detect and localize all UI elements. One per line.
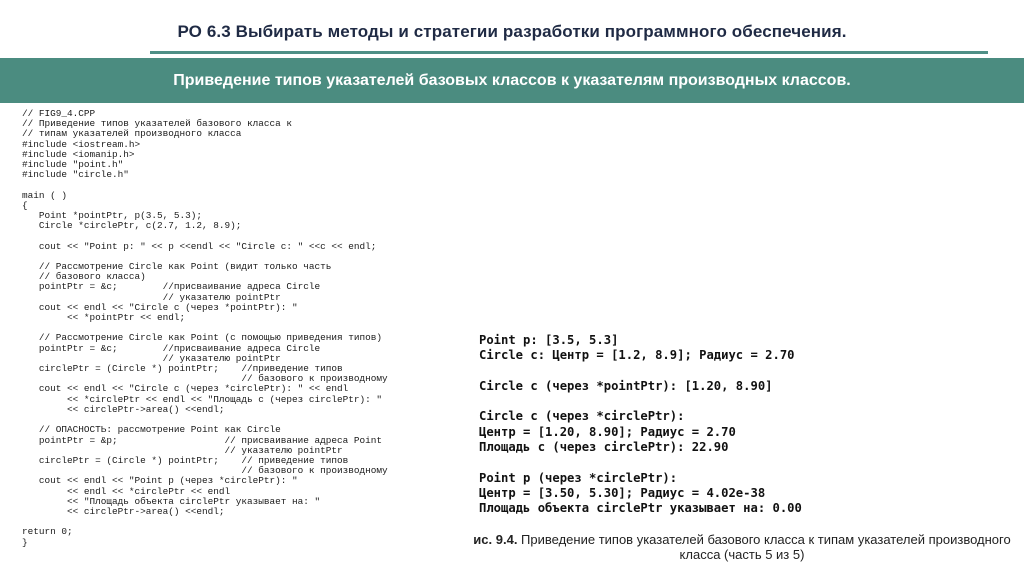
code-line: // базового к производному [22,373,388,385]
output-line: Площадь объекта circlePtr указывает на: 0.00 [479,501,802,516]
output-line: Point p (через *circlePtr): [479,470,678,485]
code-line: #include <iostream.h> [22,138,141,150]
code-line: // типам указателей производного класса [22,128,242,140]
output-line [479,394,899,409]
program-output [479,333,899,517]
code-line: // ОПАСНОСТЬ: рассмотрение Point как Circle [22,424,281,436]
banner-text: Приведение типов указателей базовых классов к указателям производных классов. [173,72,851,89]
code-line: cout << "Point p: " << p <<endl << "Circle c: " <<c << endl; [22,240,377,252]
code-listing [22,109,452,548]
output-line [479,364,899,379]
code-line: << endl << *circlePtr << endl [22,485,231,497]
code-line: } [22,536,28,548]
output-line: Центр = [3.50, 5.30]; Радиус = 4.02e-38 [479,485,766,500]
figure-caption [462,532,1022,562]
code-line: // Рассмотрение Circle как Point (видит только часть [22,261,332,273]
caption-number: ис. 9.4. [473,532,518,547]
code-line: #include "point.h" [22,159,124,171]
code-line: // Рассмотрение Circle как Point (с помощью приведения типов) [22,332,383,344]
code-line: cout << endl << "Point p (через *circlePtr): " [22,475,298,487]
code-line [22,180,452,190]
code-line [22,517,452,527]
output-line: Центр = [1.20, 8.90]; Радиус = 2.70 [479,424,736,439]
code-line: #include "circle.h" [22,169,129,181]
code-line: << circlePtr->area() <<endl; [22,505,225,517]
code-line: << "Площадь объекта circlePtr указывает на: " [22,495,321,507]
code-line: Point *pointPtr, p(3.5, 5.3); [22,210,203,222]
code-line: // Приведение типов указателей базового класса к [22,118,293,130]
code-line: << *pointPtr << endl; [22,312,186,324]
code-line: // указателю pointPtr [22,352,281,364]
code-line: // указателю pointPtr [22,291,281,303]
output-line [479,455,899,470]
title-underline [150,51,988,54]
code-line: // указателю pointPtr [22,444,343,456]
output-line: Circle c (через *pointPtr): [1.20, 8.90] [479,378,773,393]
code-line: cout << endl << "Circle c (через *pointPtr): " [22,301,298,313]
code-line: // базового класса) [22,271,146,283]
code-line: #include <iomanip.h> [22,148,135,160]
code-line: { [22,199,28,211]
code-line: circlePtr = (Circle *) pointPtr; // приведение типов [22,454,349,466]
code-line: cout << endl << "Circle c (через *circlePtr): " << endl [22,383,349,395]
output-line: Point p: [3.5, 5.3] [479,333,619,347]
code-line: return 0; [22,526,73,538]
page-title: РО 6.3 Выбирать методы и стратегии разработки программного обеспечения. [177,22,847,41]
code-line: Circle *circlePtr, c(2.7, 1.2, 8.9); [22,220,242,232]
code-line: main ( ) [22,189,68,201]
code-line: // базового к производному [22,465,388,477]
code-line: circlePtr = (Circle *) pointPtr; //приведение типов [22,363,343,375]
code-line: // FIG9_4.CPP [22,108,96,119]
output-line: Circle c: Центр = [1.2, 8.9]; Радиус = 2.70 [479,348,795,363]
code-line: pointPtr = &c; //присваивание адреса Circle [22,342,321,354]
code-line: pointPtr = &c; //присваивание адреса Circle [22,281,321,293]
section-banner [0,58,1024,103]
output-line: Circle c (через *circlePtr): [479,409,685,424]
code-line: << *circlePtr << endl << "Площадь с (через circlePtr): " [22,393,383,405]
code-line: pointPtr = &p; // присваивание адреса Point [22,434,383,446]
caption-text: Приведение типов указателей базового класса к типам указателей производного класса (часть 5 из 5) [517,532,1011,562]
output-line: Площадь c (через circlePtr): 22.90 [479,440,729,455]
code-line: << circlePtr->area() <<endl; [22,403,225,415]
